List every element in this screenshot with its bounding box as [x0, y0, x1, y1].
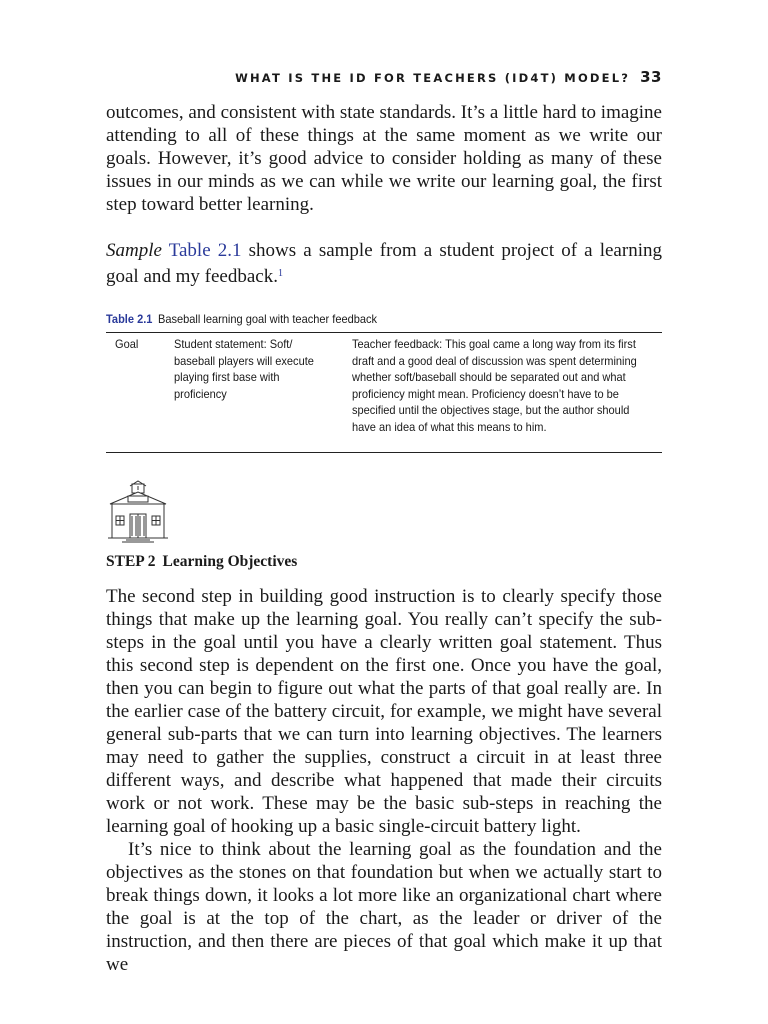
step-number: STEP 2: [106, 553, 156, 570]
table-caption-text: Baseball learning goal with teacher feedback: [157, 312, 378, 326]
table-cell-student-statement: Student statement: Soft/ baseball players will execute playing first base with proficiency: [174, 337, 314, 401]
paragraph-2-text: shows a sample from a student project of a learning goal and my feedback.: [106, 240, 662, 287]
footnote-marker[interactable]: 1: [277, 268, 283, 279]
running-head: [106, 68, 662, 86]
paragraph-1: [106, 101, 662, 216]
paragraph-4-text: It’s nice to think about the learning goal as the foundation and the objectives as the stones on that foundation but when we actually start to break things down, it looks a lot more like an organizational chart where the goal is at the top of the chart, as the leader or driver of the instruction, and then there are pieces of that goal which make it up that we: [106, 839, 662, 975]
page-number: 33: [640, 68, 662, 86]
step-title: Learning Objectives: [162, 553, 298, 570]
table-reference-link[interactable]: Table 2.1: [168, 240, 242, 261]
table-caption: [106, 312, 377, 326]
feedback-table: [106, 332, 662, 453]
paragraph-2: [106, 239, 662, 288]
paragraph-4: [106, 838, 662, 976]
running-title: WHAT IS THE ID FOR TEACHERS (ID4T) MODEL?: [235, 71, 631, 85]
sample-label: Sample: [106, 240, 162, 261]
section-heading: [106, 553, 297, 571]
table-cell-label: Goal: [115, 337, 139, 351]
table-cell-teacher-feedback: Teacher feedback: This goal came a long way from its first draft and a good deal of discussion was spent determining whether soft/baseball should be separated out and what proficiency might mean. Proficiency doesn’t have to be specified until the objectives stage, but the author should have an idea of what this means to him.: [352, 337, 637, 434]
paragraph-3: [106, 585, 662, 838]
table-caption-number: Table 2.1: [106, 312, 153, 326]
schoolhouse-icon: [106, 480, 170, 544]
paragraph-1-text: outcomes, and consistent with state standards. It’s a little hard to imagine attending to all of these things at the same moment as we write our goals. However, it’s good advice to consider holding as many of these issues in our minds as we can while we write our learning goal, the first step toward better learning.: [106, 102, 662, 215]
paragraph-3-text: The second step in building good instruction is to clearly specify those things that make up the learning goal. You really can’t specify the sub-steps in the goal until you have a clearly written goal statement. Thus this second step is dependent on the first one. Once you have the goal, then you can begin to figure out what the parts of that goal really are. In the earlier case of the battery circuit, for example, we might have several general sub-parts that we can turn into learning objectives. The learners may need to gather the supplies, construct a circuit in at least three different ways, and describe what happened that made their circuits work or not work. These may be the basic sub-steps in reaching the learning goal of hooking up a basic single-circuit battery light.: [106, 586, 662, 837]
